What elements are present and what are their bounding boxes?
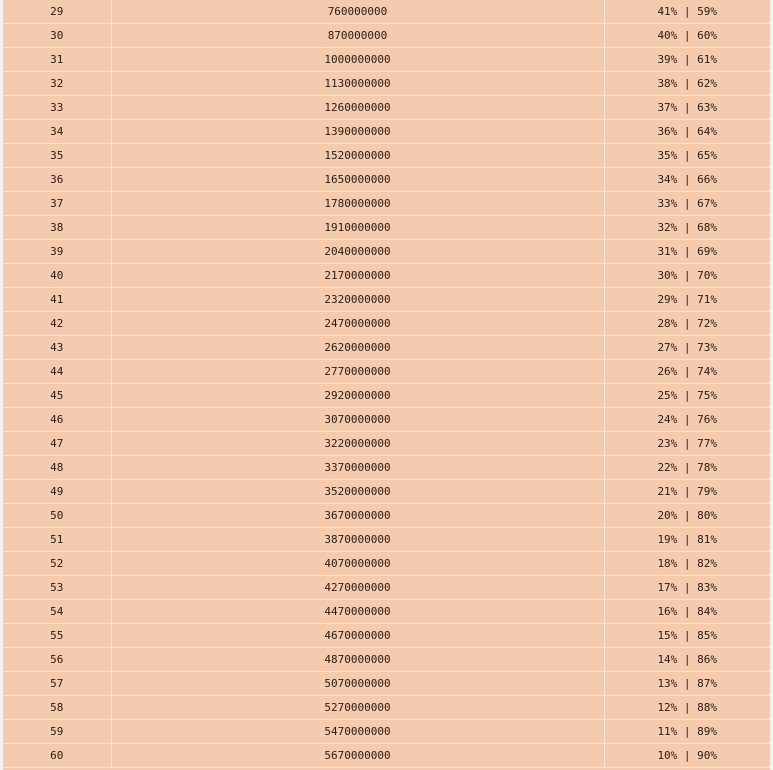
split-cell: 13% | 87% bbox=[604, 672, 770, 696]
split-cell: 38% | 62% bbox=[604, 72, 770, 96]
split-cell: 30% | 70% bbox=[604, 264, 770, 288]
amount-cell: 1780000000 bbox=[111, 192, 604, 216]
split-cell: 16% | 84% bbox=[604, 600, 770, 624]
level-cell: 58 bbox=[3, 696, 111, 720]
amount-cell: 1000000000 bbox=[111, 48, 604, 72]
amount-cell: 3220000000 bbox=[111, 432, 604, 456]
split-cell: 33% | 67% bbox=[604, 192, 770, 216]
level-cell: 47 bbox=[3, 432, 111, 456]
level-cell: 54 bbox=[3, 600, 111, 624]
amount-cell: 1650000000 bbox=[111, 168, 604, 192]
table-row bbox=[3, 624, 770, 648]
level-cell: 48 bbox=[3, 456, 111, 480]
split-cell: 36% | 64% bbox=[604, 120, 770, 144]
split-cell: 12% | 88% bbox=[604, 696, 770, 720]
amount-cell: 760000000 bbox=[111, 0, 604, 24]
table-row bbox=[3, 144, 770, 168]
amount-cell: 4470000000 bbox=[111, 600, 604, 624]
split-cell: 28% | 72% bbox=[604, 312, 770, 336]
level-cell: 46 bbox=[3, 408, 111, 432]
table-row bbox=[3, 336, 770, 360]
table-row bbox=[3, 744, 770, 768]
split-cell: 37% | 63% bbox=[604, 96, 770, 120]
split-cell: 25% | 75% bbox=[604, 384, 770, 408]
table-row bbox=[3, 456, 770, 480]
table-row bbox=[3, 72, 770, 96]
level-cell: 50 bbox=[3, 504, 111, 528]
amount-cell: 4670000000 bbox=[111, 624, 604, 648]
table-row bbox=[3, 312, 770, 336]
amount-cell: 5670000000 bbox=[111, 744, 604, 768]
level-cell: 44 bbox=[3, 360, 111, 384]
amount-cell: 5070000000 bbox=[111, 672, 604, 696]
amount-cell: 1260000000 bbox=[111, 96, 604, 120]
data-table-container bbox=[3, 0, 770, 770]
table-body bbox=[3, 0, 770, 768]
split-cell: 24% | 76% bbox=[604, 408, 770, 432]
split-cell: 18% | 82% bbox=[604, 552, 770, 576]
table-row bbox=[3, 600, 770, 624]
amount-cell: 4070000000 bbox=[111, 552, 604, 576]
table-row bbox=[3, 216, 770, 240]
level-cell: 39 bbox=[3, 240, 111, 264]
table-row bbox=[3, 96, 770, 120]
amount-cell: 1910000000 bbox=[111, 216, 604, 240]
table-row bbox=[3, 528, 770, 552]
table-row bbox=[3, 240, 770, 264]
level-cell: 60 bbox=[3, 744, 111, 768]
level-cell: 43 bbox=[3, 336, 111, 360]
split-cell: 29% | 71% bbox=[604, 288, 770, 312]
level-cell: 52 bbox=[3, 552, 111, 576]
level-cell: 38 bbox=[3, 216, 111, 240]
level-cell: 56 bbox=[3, 648, 111, 672]
split-cell: 10% | 90% bbox=[604, 744, 770, 768]
table-row bbox=[3, 672, 770, 696]
table-row bbox=[3, 720, 770, 744]
level-cell: 35 bbox=[3, 144, 111, 168]
table-row bbox=[3, 408, 770, 432]
data-table bbox=[3, 0, 770, 768]
split-cell: 14% | 86% bbox=[604, 648, 770, 672]
amount-cell: 5270000000 bbox=[111, 696, 604, 720]
level-cell: 41 bbox=[3, 288, 111, 312]
level-cell: 51 bbox=[3, 528, 111, 552]
split-cell: 35% | 65% bbox=[604, 144, 770, 168]
split-cell: 31% | 69% bbox=[604, 240, 770, 264]
split-cell: 39% | 61% bbox=[604, 48, 770, 72]
amount-cell: 1520000000 bbox=[111, 144, 604, 168]
split-cell: 23% | 77% bbox=[604, 432, 770, 456]
amount-cell: 3870000000 bbox=[111, 528, 604, 552]
amount-cell: 870000000 bbox=[111, 24, 604, 48]
level-cell: 29 bbox=[3, 0, 111, 24]
level-cell: 32 bbox=[3, 72, 111, 96]
level-cell: 59 bbox=[3, 720, 111, 744]
amount-cell: 2170000000 bbox=[111, 264, 604, 288]
split-cell: 41% | 59% bbox=[604, 0, 770, 24]
split-cell: 21% | 79% bbox=[604, 480, 770, 504]
level-cell: 34 bbox=[3, 120, 111, 144]
split-cell: 26% | 74% bbox=[604, 360, 770, 384]
amount-cell: 1390000000 bbox=[111, 120, 604, 144]
amount-cell: 4870000000 bbox=[111, 648, 604, 672]
table-row bbox=[3, 24, 770, 48]
amount-cell: 2920000000 bbox=[111, 384, 604, 408]
amount-cell: 3670000000 bbox=[111, 504, 604, 528]
table-row bbox=[3, 648, 770, 672]
level-cell: 33 bbox=[3, 96, 111, 120]
table-row bbox=[3, 192, 770, 216]
level-cell: 57 bbox=[3, 672, 111, 696]
table-row bbox=[3, 360, 770, 384]
split-cell: 34% | 66% bbox=[604, 168, 770, 192]
level-cell: 49 bbox=[3, 480, 111, 504]
table-row bbox=[3, 384, 770, 408]
level-cell: 42 bbox=[3, 312, 111, 336]
amount-cell: 2040000000 bbox=[111, 240, 604, 264]
table-row bbox=[3, 432, 770, 456]
amount-cell: 5470000000 bbox=[111, 720, 604, 744]
amount-cell: 3370000000 bbox=[111, 456, 604, 480]
split-cell: 27% | 73% bbox=[604, 336, 770, 360]
split-cell: 32% | 68% bbox=[604, 216, 770, 240]
table-row bbox=[3, 168, 770, 192]
amount-cell: 4270000000 bbox=[111, 576, 604, 600]
table-row bbox=[3, 552, 770, 576]
amount-cell: 3520000000 bbox=[111, 480, 604, 504]
table-row bbox=[3, 120, 770, 144]
level-cell: 36 bbox=[3, 168, 111, 192]
split-cell: 40% | 60% bbox=[604, 24, 770, 48]
table-row bbox=[3, 696, 770, 720]
level-cell: 55 bbox=[3, 624, 111, 648]
level-cell: 40 bbox=[3, 264, 111, 288]
split-cell: 17% | 83% bbox=[604, 576, 770, 600]
amount-cell: 1130000000 bbox=[111, 72, 604, 96]
level-cell: 45 bbox=[3, 384, 111, 408]
split-cell: 22% | 78% bbox=[604, 456, 770, 480]
split-cell: 15% | 85% bbox=[604, 624, 770, 648]
split-cell: 19% | 81% bbox=[604, 528, 770, 552]
amount-cell: 2470000000 bbox=[111, 312, 604, 336]
amount-cell: 2770000000 bbox=[111, 360, 604, 384]
split-cell: 20% | 80% bbox=[604, 504, 770, 528]
level-cell: 30 bbox=[3, 24, 111, 48]
table-row bbox=[3, 504, 770, 528]
amount-cell: 2620000000 bbox=[111, 336, 604, 360]
level-cell: 53 bbox=[3, 576, 111, 600]
table-row bbox=[3, 480, 770, 504]
split-cell: 11% | 89% bbox=[604, 720, 770, 744]
table-row bbox=[3, 264, 770, 288]
level-cell: 31 bbox=[3, 48, 111, 72]
amount-cell: 2320000000 bbox=[111, 288, 604, 312]
amount-cell: 3070000000 bbox=[111, 408, 604, 432]
table-row bbox=[3, 576, 770, 600]
table-row bbox=[3, 48, 770, 72]
table-row bbox=[3, 288, 770, 312]
table-row bbox=[3, 0, 770, 24]
level-cell: 37 bbox=[3, 192, 111, 216]
